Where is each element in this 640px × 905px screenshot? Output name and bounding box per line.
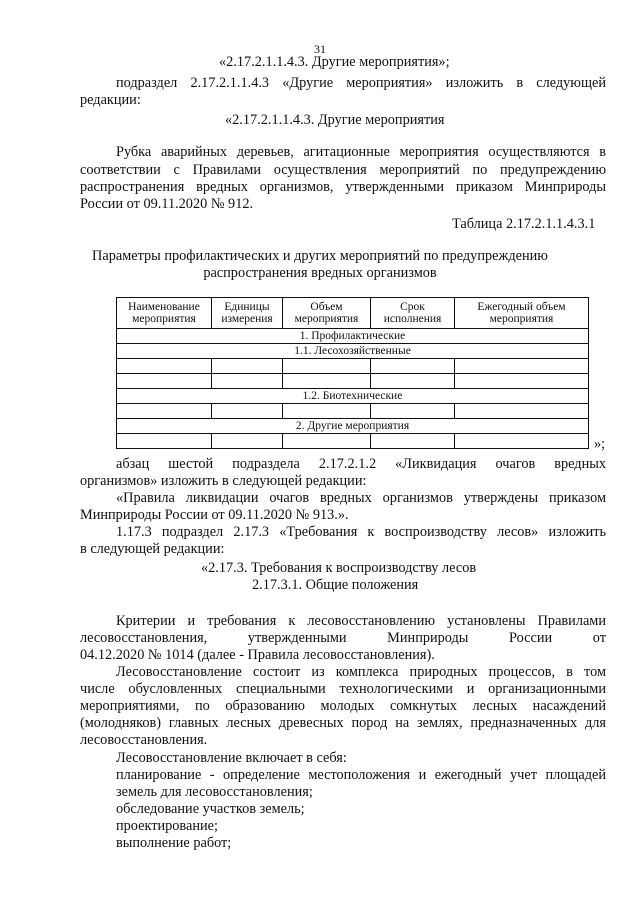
table-header-row <box>117 298 589 329</box>
para3-line1: Критерии и требования к лесовосстановлению установлены Правилами <box>116 613 606 629</box>
table-cell <box>283 374 371 389</box>
table-section-row <box>117 344 589 359</box>
table-row <box>117 374 589 389</box>
para1-line1: Рубка аварийных деревьев, агитационные мероприятия осуществляются в <box>116 144 606 160</box>
table-cell <box>371 404 455 419</box>
heading-reproduction: «2.17.3. Требования к воспроизводству лесов <box>201 560 477 576</box>
para1-line4: России от 09.11.2020 № 912. <box>80 196 254 212</box>
table-row <box>117 404 589 419</box>
table-cell <box>212 359 283 374</box>
table-cell <box>371 434 455 449</box>
header-annual-volume: Ежегодный объем мероприятия <box>455 298 589 329</box>
para2-line4: Минприроды России от 09.11.2020 № 913.». <box>80 507 349 523</box>
para5-line6: выполнение работ; <box>116 835 232 851</box>
para1-line3: распространения вредных организмов, утвержденными приказом Минприроды <box>80 179 606 195</box>
para2-line5: 1.17.3 подраздел 2.17.3 «Требования к воспроизводству лесов» изложить <box>116 524 606 540</box>
para1-line2: соответствии с Правилами осуществления мероприятий по предупреждению <box>80 162 606 178</box>
line-other-measures-quote: «2.17.2.1.1.4.3. Другие мероприятия»; <box>219 54 450 70</box>
table-cell <box>455 374 589 389</box>
header-volume: Объем мероприятия <box>283 298 371 329</box>
para2-line6: в следующей редакции: <box>80 541 225 557</box>
table-cell <box>283 434 371 449</box>
para2-line2: организмов» изложить в следующей редакции: <box>80 473 367 489</box>
para4-line2: числе обусловленных специальными технологическими и организационными <box>80 681 606 697</box>
table-row <box>117 434 589 449</box>
heading-general-provisions: 2.17.3.1. Общие положения <box>252 577 419 593</box>
line-edition: редакции: <box>80 92 141 108</box>
closing-quote-mark: »; <box>594 436 606 452</box>
para3-line2: лесовосстановления, утвержденными Минприроды России от <box>80 630 606 646</box>
para5-line1: Лесовосстановление включает в себя: <box>116 750 347 766</box>
header-units: Единицы измерения <box>212 298 283 329</box>
para4-line1: Лесовосстановление состоит из комплекса природных процессов, в том <box>116 664 606 680</box>
page-number: 31 <box>314 42 326 56</box>
para4-line4: (молодняков) главных лесных древесных пород на землях, предназначенных для <box>80 715 606 731</box>
parameters-table <box>116 297 589 449</box>
table-cell <box>117 374 212 389</box>
para5-line3: земель для лесовосстановления; <box>116 784 313 800</box>
table-cell <box>212 374 283 389</box>
para3-line3: 04.12.2020 № 1014 (далее - Правила лесовосстановления). <box>80 647 435 663</box>
para5-line4: обследование участков земель; <box>116 801 305 817</box>
table-cell <box>212 434 283 449</box>
table-cell <box>371 359 455 374</box>
table-cell <box>455 434 589 449</box>
section-preventive: 1. Профилактические <box>117 329 589 344</box>
table-cell <box>117 404 212 419</box>
table-row <box>117 359 589 374</box>
table-cell <box>455 359 589 374</box>
table-cell <box>283 404 371 419</box>
header-deadline: Срок исполнения <box>371 298 455 329</box>
table-cell <box>212 404 283 419</box>
table-section-row <box>117 419 589 434</box>
table-title-line1: Параметры профилактических и других мероприятий по предупреждению <box>92 248 548 264</box>
para5-line5: проектирование; <box>116 818 218 834</box>
table-cell <box>283 359 371 374</box>
para4-line3: мероприятиями, по образованию молодых сомкнутых лесных насаждений <box>80 698 606 714</box>
para5-line2: планирование - определение местоположения и ежегодный учет площадей <box>116 767 606 783</box>
line-subsection-change: подраздел 2.17.2.1.1.4.3 «Другие мероприятия» изложить в следующей <box>116 75 606 91</box>
para2-line1: абзац шестой подраздела 2.17.2.1.2 «Ликвидация очагов вредных <box>116 456 606 472</box>
table-label: Таблица 2.17.2.1.1.4.3.1 <box>452 216 596 232</box>
table-title-line2: распространения вредных организмов <box>203 265 437 281</box>
header-name: Наименование мероприятия <box>117 298 212 329</box>
table-cell <box>455 404 589 419</box>
section-other-measures: 2. Другие мероприятия <box>117 419 589 434</box>
section-forestry: 1.1. Лесохозяйственные <box>117 344 589 359</box>
line-other-measures-heading: «2.17.2.1.1.4.3. Другие мероприятия <box>225 112 445 128</box>
table-cell <box>117 359 212 374</box>
para2-line3: «Правила ликвидации очагов вредных организмов утверждены приказом <box>116 490 606 506</box>
table-cell <box>371 374 455 389</box>
table-cell <box>117 434 212 449</box>
section-biotechnical: 1.2. Биотехнические <box>117 389 589 404</box>
table-section-row <box>117 389 589 404</box>
table-section-row <box>117 329 589 344</box>
para4-line5: лесовосстановления. <box>80 732 208 748</box>
